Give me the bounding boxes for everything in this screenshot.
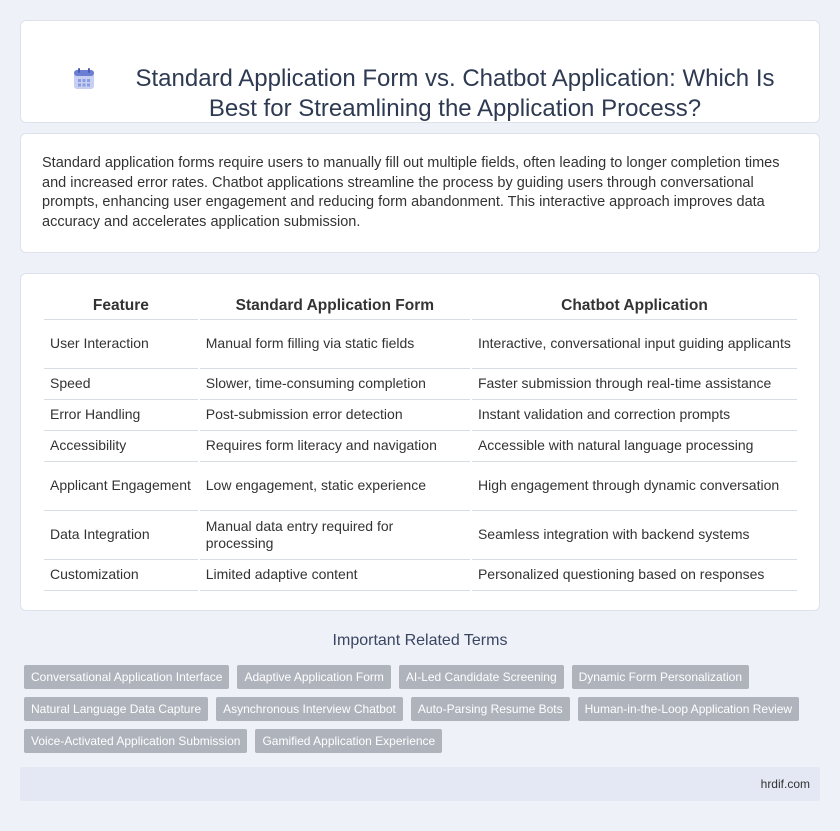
footer bbox=[20, 767, 820, 801]
related-terms-title: Important Related Terms bbox=[332, 632, 508, 649]
tag-link[interactable]: Adaptive Application Form bbox=[237, 665, 390, 689]
table-cell: Low engagement, static experience bbox=[200, 462, 470, 511]
tag-link[interactable]: Voice-Activated Application Submission bbox=[24, 729, 247, 753]
table-row bbox=[44, 511, 797, 560]
tag-link[interactable]: Human-in-the-Loop Application Review bbox=[578, 697, 799, 721]
table-cell: Data Integration bbox=[44, 511, 198, 560]
table-cell: Faster submission through real-time assistance bbox=[472, 369, 797, 400]
calendar-icon bbox=[72, 67, 96, 91]
page-title: Standard Application Form vs. Chatbot Application: Which Is Best for Streamlining the Application Process? bbox=[135, 65, 775, 122]
table-cell: Manual data entry required for processing bbox=[200, 511, 470, 560]
tag-link[interactable]: Gamified Application Experience bbox=[255, 729, 442, 753]
tag-link[interactable]: AI-Led Candidate Screening bbox=[399, 665, 564, 689]
table-cell: Personalized questioning based on responses bbox=[472, 560, 797, 591]
table-cell: Limited adaptive content bbox=[200, 560, 470, 591]
table-cell: Error Handling bbox=[44, 400, 198, 431]
summary-card bbox=[20, 133, 820, 253]
footer-site-link[interactable]: hrdif.com bbox=[760, 777, 810, 791]
table-header-feature: Feature bbox=[44, 297, 198, 320]
table-cell: Seamless integration with backend systems bbox=[472, 511, 797, 560]
comparison-table-card bbox=[20, 273, 820, 611]
tag-link[interactable]: Natural Language Data Capture bbox=[24, 697, 208, 721]
table-cell: Accessibility bbox=[44, 431, 198, 462]
table-cell: Interactive, conversational input guiding applicants bbox=[472, 320, 797, 369]
tag-link[interactable]: Auto-Parsing Resume Bots bbox=[411, 697, 570, 721]
related-terms-list bbox=[24, 665, 824, 761]
table-cell: High engagement through dynamic conversation bbox=[472, 462, 797, 511]
table-cell: Slower, time-consuming completion bbox=[200, 369, 470, 400]
table-cell: Manual form filling via static fields bbox=[200, 320, 470, 369]
table-header-chatbot: Chatbot Application bbox=[472, 297, 797, 320]
table-row bbox=[44, 462, 797, 511]
table-header-standard: Standard Application Form bbox=[200, 297, 470, 320]
table-cell: Accessible with natural language processing bbox=[472, 431, 797, 462]
table-cell: Customization bbox=[44, 560, 198, 591]
table-cell: Requires form literacy and navigation bbox=[200, 431, 470, 462]
tag-link[interactable]: Dynamic Form Personalization bbox=[572, 665, 749, 689]
title-card bbox=[20, 20, 820, 123]
table-cell: Speed bbox=[44, 369, 198, 400]
table-cell: Applicant Engagement bbox=[44, 462, 198, 511]
table-cell: Instant validation and correction prompts bbox=[472, 400, 797, 431]
tag-link[interactable]: Conversational Application Interface bbox=[24, 665, 229, 689]
tag-link[interactable]: Asynchronous Interview Chatbot bbox=[216, 697, 403, 721]
table-cell: User Interaction bbox=[44, 320, 198, 369]
table-row bbox=[44, 369, 797, 400]
summary-text: Standard application forms require users to manually fill out multiple fields, often leading to longer completion times and increased error rates. Chatbot applications streamline the process by guiding users through conversational prompts, enhancing user engagement and reducing form abandonment. This interactive approach improves data accuracy and accelerates application submission. bbox=[42, 155, 780, 230]
table-row bbox=[44, 400, 797, 431]
table-row bbox=[44, 320, 797, 369]
table-row bbox=[44, 560, 797, 591]
table-row bbox=[44, 431, 797, 462]
table-cell: Post-submission error detection bbox=[200, 400, 470, 431]
comparison-table bbox=[42, 297, 799, 591]
